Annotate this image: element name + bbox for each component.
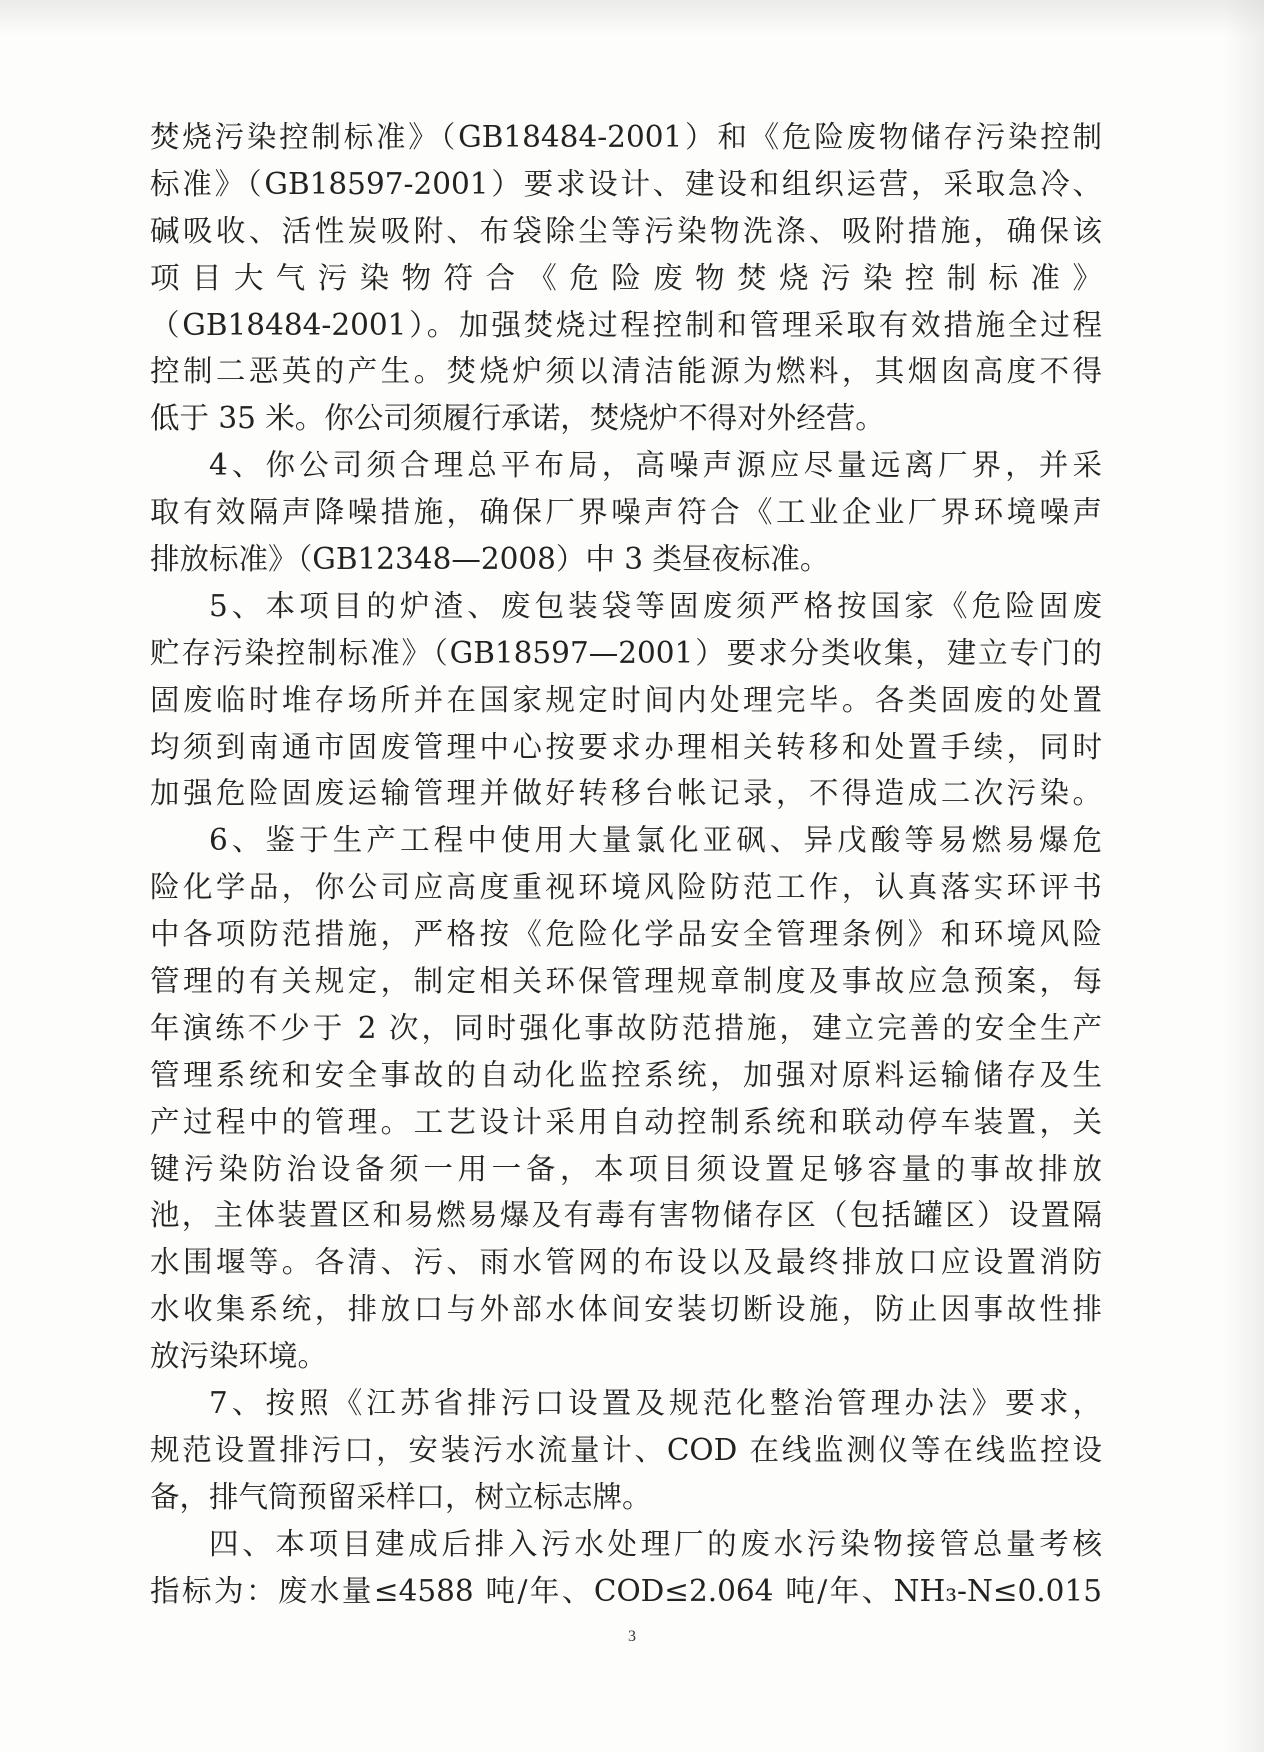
text-line: 备，排气筒预留采样口，树立标志牌。 [150, 1479, 652, 1514]
scan-shadow-top [0, 0, 1264, 36]
text-line: 标准》（GB18597-2001）要求设计、建设和组织运营，采取急冷、 [150, 166, 1102, 201]
scan-shadow-right [1224, 0, 1264, 1752]
text-line: 池，主体装置区和易燃易爆及有毒有害物储存区（包括罐区）设置隔 [150, 1198, 1102, 1233]
text-line: 险化学品，你公司应高度重视环境风险防范工作，认真落实环评书 [150, 870, 1102, 905]
text-line: 年演练不少于 2 次，同时强化事故防范措施，建立完善的安全生产 [150, 1010, 1102, 1045]
document-body [150, 114, 1102, 1615]
text-line: （GB18484-2001）。加强焚烧过程控制和管理采取有效措施全过程 [150, 307, 1102, 342]
text-line: 中各项防范措施，严格按《危险化学品安全管理条例》和环境风险 [150, 917, 1102, 952]
text-line: 5、本项目的炉渣、废包装袋等固废须严格按国家《危险固废 [209, 588, 1102, 623]
text-line: 管理的有关规定，制定相关环保管理规章制度及事故应急预案，每 [150, 964, 1102, 999]
text-line: 键污染防治设备须一用一备，本项目须设置足够容量的事故排放 [150, 1151, 1102, 1186]
text-line: 排放标准》（GB12348—2008）中 3 类昼夜标准。 [150, 542, 830, 577]
text-line: 产过程中的管理。工艺设计采用自动控制系统和联动停车装置，关 [150, 1104, 1102, 1139]
text-line: 水围堰等。各清、污、雨水管网的布设以及最终排放口应设置消防 [150, 1245, 1102, 1280]
text-line: 项目大气污染物符合《危险废物焚烧污染控制标准》 [150, 260, 1102, 295]
text-line: 取有效隔声降噪措施，确保厂界噪声符合《工业企业厂界环境噪声 [150, 495, 1102, 530]
text-line: 放污染环境。 [150, 1339, 328, 1374]
text-line: 管理系统和安全事故的自动化监控系统，加强对原料运输储存及生 [150, 1057, 1102, 1092]
text-line: 均须到南通市固废管理中心按要求办理相关转移和处置手续，同时 [150, 729, 1102, 764]
text-line: 7、按照《江苏省排污口设置及规范化整治管理办法》要求， [209, 1386, 1102, 1421]
text-line: 规范设置排污口，安装污水流量计、COD 在线监测仪等在线监控设 [150, 1432, 1102, 1467]
text-line: 6、鉴于生产工程中使用大量氯化亚砜、异戊酸等易燃易爆危 [209, 823, 1102, 858]
text-line: 指标为：废水量≤4588 吨/年、COD≤2.064 吨/年、NH₃-N≤0.015 [150, 1573, 1102, 1608]
text-line: 固废临时堆存场所并在国家规定时间内处理完毕。各类固废的处置 [150, 682, 1102, 717]
text-line: 低于 35 米。你公司须履行承诺，焚烧炉不得对外经营。 [150, 401, 885, 436]
text-line: 四、本项目建成后排入污水处理厂的废水污染物接管总量考核 [209, 1526, 1102, 1561]
text-line: 贮存污染控制标准》（GB18597—2001）要求分类收集，建立专门的 [150, 635, 1102, 670]
text-line: 碱吸收、活性炭吸附、布袋除尘等污染物洗涤、吸附措施，确保该 [150, 213, 1102, 248]
text-line: 4、你公司须合理总平布局，高噪声源应尽量远离厂界，并采 [209, 448, 1102, 483]
text-line: 控制二恶英的产生。焚烧炉须以清洁能源为燃料，其烟囱高度不得 [150, 354, 1102, 389]
page-number: 3 [628, 1628, 636, 1645]
text-line: 焚烧污染控制标准》（GB18484-2001）和《危险废物储存污染控制 [150, 120, 1102, 154]
text-line: 水收集系统，排放口与外部水体间安装切断设施，防止因事故性排 [150, 1292, 1102, 1327]
text-line: 加强危险固废运输管理并做好转移台帐记录，不得造成二次污染。 [150, 776, 1102, 811]
